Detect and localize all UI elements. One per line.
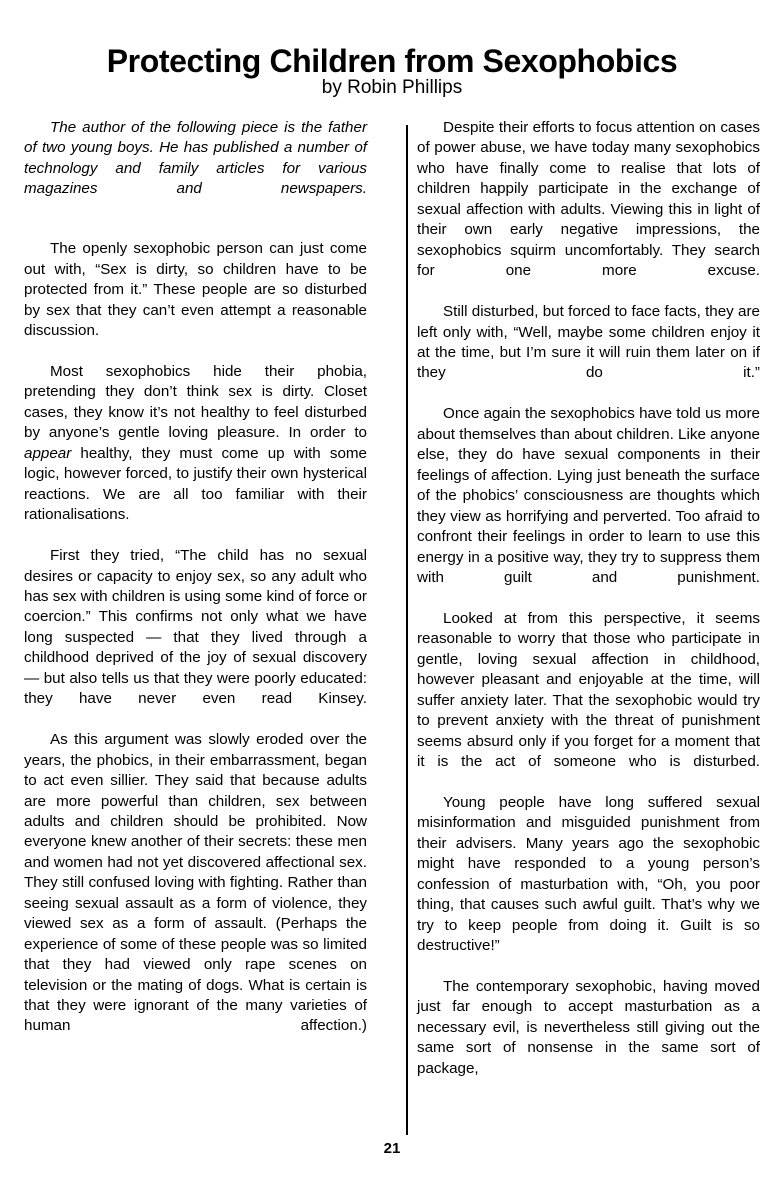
column-container: [24, 118, 760, 1128]
body-paragraph: First they tried, “The child has no sexual desires or capacity to enjoy sex, so any adult who has sex with children is using some kind of force or coercion.” This confirms not only what we have long suspected — that they lived through a childhood deprived of the joy of sexual discovery — but also tells us that they were poorly educated: they have never even read Kinsey.: [24, 547, 367, 708]
body-paragraph: Young people have long suffered sexual misinformation and misguided punishment from their advisers. Many years ago the sexophobic might have responded to a young person’s confession of masturbation with, “Oh, you poor thing, that causes such awful guilt. That’s why we try to keep people from doing it. Guilt is so destructive!”: [417, 793, 760, 955]
body-paragraph: Most sexophobics hide their phobia, pretending they don’t think sex is dirty. Closet cases, they know it’s not healthy to feel disturbed by anyone’s gentle loving pleasure. In order to appear healthy, they must come up with some logic, however forced, to justify their own hysterical reactions. We are all too familiar with their rationalisations.: [24, 362, 367, 524]
byline: by Robin Phillips: [321, 77, 463, 98]
author-bio-paragraph: The author of the following piece is the father of two young boys. He has published a number of technology and family articles for various magazines and newspapers.: [24, 119, 367, 198]
page-title: Protecting Children from Sexophobics: [106, 43, 678, 80]
body-paragraph: Looked at from this perspective, it seems reasonable to worry that those who participate in gentle, loving sexual affection in childhood, however pleasant and enjoyable at the time, will suffer anxiety later. That the sexophobic would try to prevent anxiety with the threat of punishment seems absurd only if you forget for a moment that it is the act of someone who is disturbed.: [417, 609, 760, 771]
body-paragraph: Once again the sexophobics have told us more about themselves than about children. Like anyone else, they do have sexual components in their feelings of affection. Lying just beneath the surface of the phobics’ consciousness are thoughts which they view as horrifying and perverted. Too afraid to confront their feelings in order to learn to use this energy in a positive way, they try to suppress them with guilt and punishment.: [417, 405, 760, 586]
right-column: [417, 118, 760, 1128]
body-paragraph: The openly sexophobic person can just come out with, “Sex is dirty, so children have to be protected from it.” These people are so disturbed by sex that they can’t even attempt a reasonable discussion.: [24, 240, 367, 340]
left-column: [24, 118, 367, 1128]
body-paragraph: The contemporary sexophobic, having moved just far enough to accept masturbation as a necessary evil, is nevertheless still giving out the same sort of nonsense in the same sort of package,: [417, 978, 760, 1077]
body-paragraph: As this argument was slowly eroded over the years, the phobics, in their embarrassment, began to act even sillier. They said that because adults are more powerful than children, sex between adults and children should be prohibited. Now everyone knew another of their secrets: these men and women had not yet discovered affectional sex. They still confused loving with fighting. Rather than seeing sexual assault as a form of violence, they viewed sex as a form of assault. (Perhaps the experience of some of these people was so limited that they had viewed only rape scenes on television or the mating of dogs. What is certain is that they were ignorant of the many varieties of human affection.): [24, 731, 367, 1035]
body-paragraph: Despite their efforts to focus attention on cases of power abuse, we have today many sexophobics who have finally come to realise that lots of children happily participate in the exchange of sexual affection with adults. Viewing this in light of their own early negative impressions, the sexophobics squirm uncomfortably. They search for one more excuse.: [417, 119, 760, 280]
column-divider: [406, 125, 408, 1135]
body-paragraph: Still disturbed, but forced to face facts, they are left only with, “Well, maybe some children enjoy it at the time, but I’m sure it will ruin them later on if they do it.”: [417, 303, 760, 382]
page-number: 21: [383, 1140, 401, 1157]
emphasized-word: appear: [24, 444, 72, 462]
